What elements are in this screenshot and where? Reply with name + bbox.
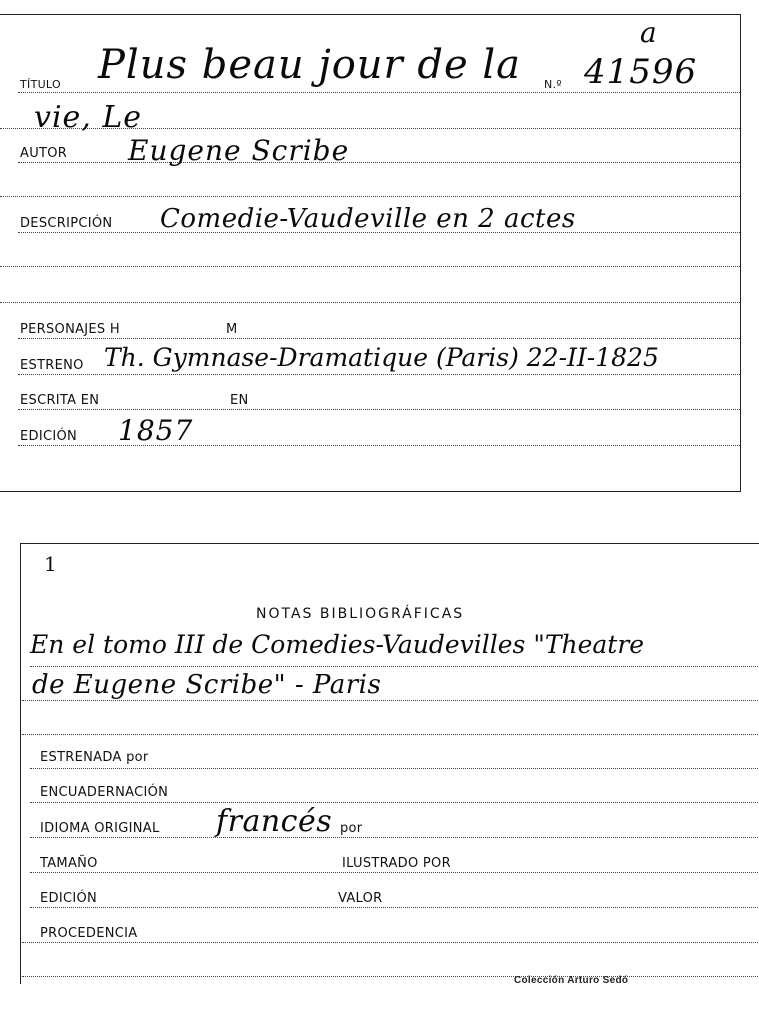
idioma-original-label: IDIOMA ORIGINAL — [40, 821, 160, 836]
estreno-value: Th. Gymnase-Dramatique (Paris) 22-II-1825 — [104, 343, 659, 372]
rule-line — [30, 907, 758, 908]
rule-line — [18, 409, 740, 410]
autor-value: Eugene Scribe — [128, 134, 350, 167]
estrenada-por-label: ESTRENADA por — [40, 750, 149, 765]
rule-line — [30, 768, 758, 769]
escrita-en-label: ESCRITA EN — [20, 393, 100, 408]
corner-mark: 1 — [44, 552, 57, 576]
autor-label: AUTOR — [20, 146, 68, 161]
titulo-label: TÍTULO — [20, 78, 61, 91]
idioma-por-label: por — [340, 821, 363, 836]
titulo-value-line1: Plus beau jour de la — [98, 42, 522, 88]
rule-line — [18, 374, 740, 375]
edicion-label: EDICIÓN — [20, 429, 78, 444]
rule-line — [18, 162, 740, 163]
personajes-label: PERSONAJES H — [20, 322, 120, 337]
numero-value: 41596 — [584, 52, 698, 92]
rule-line — [0, 266, 740, 267]
notas-heading: NOTAS BIBLIOGRÁFICAS — [256, 606, 465, 622]
estreno-label: ESTRENO — [20, 358, 84, 373]
personajes-m-label: M — [226, 322, 238, 337]
rule-line — [0, 196, 740, 197]
rule-line — [30, 802, 758, 803]
rule-line — [22, 734, 758, 735]
edicion-label-bottom: EDICIÓN — [40, 891, 98, 906]
edicion-value: 1857 — [118, 414, 194, 447]
descripcion-value: Comedie-Vaudeville en 2 actes — [160, 204, 576, 234]
valor-label: VALOR — [338, 891, 383, 906]
rule-line — [0, 302, 740, 303]
rule-line — [18, 338, 740, 339]
numero-label: N.º — [544, 78, 562, 91]
escrita-en2-label: EN — [230, 393, 249, 408]
titulo-value-line2: vie, Le — [34, 100, 143, 135]
rule-line — [30, 872, 758, 873]
collection-footer: Colección Arturo Sedó — [514, 975, 629, 986]
notas-value-line2: de Eugene Scribe" - Paris — [32, 670, 382, 700]
procedencia-label: PROCEDENCIA — [40, 926, 138, 941]
rule-line — [22, 942, 758, 943]
encuadernacion-label: ENCUADERNACIÓN — [40, 785, 169, 800]
tamano-label: TAMAÑO — [40, 856, 98, 871]
notas-value-line1: En el tomo III de Comedies-Vaudevilles "Theatre — [30, 630, 645, 659]
ilustrado-por-label: ILUSTRADO POR — [342, 856, 451, 871]
descripcion-label: DESCRIPCIÓN — [20, 216, 113, 231]
idioma-original-value: francés — [216, 804, 333, 839]
numero-superscript: a — [640, 16, 658, 49]
rule-line — [22, 976, 758, 977]
rule-line — [30, 837, 758, 838]
rule-line — [18, 92, 740, 93]
rule-line — [22, 700, 758, 701]
rule-line — [30, 666, 758, 667]
